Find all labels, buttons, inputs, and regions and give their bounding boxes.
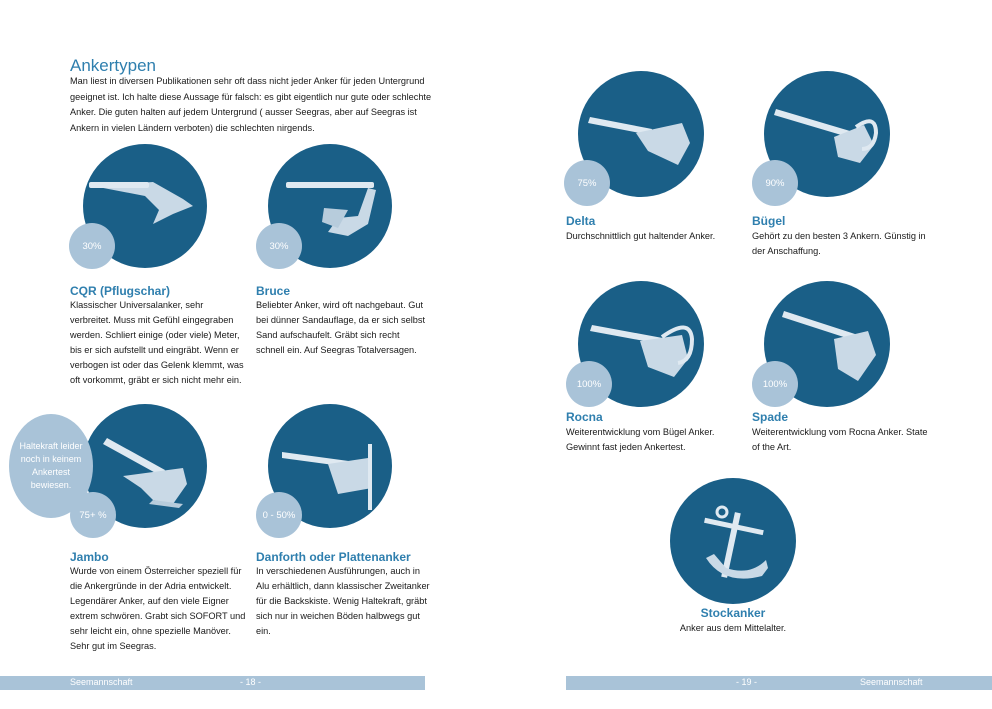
anchor-description-bruce: Beliebter Anker, wird oft nachgebaut. Gut bei dünner Sandauflage, da er sich selbst Sand aufschaufelt. Gräbt sich recht schnell ein. Auf Seegras Totalversagen. — [256, 300, 426, 355]
anchor-description-cqr: Klassischer Universalanker, sehr verbreitet. Muss mit Gefühl eingegraben werden. Schliert einige (oder viele) Meter, bis er sich aufstellt und eingräbt. Wenn er verbogen ist oder das Gelenk klemmt, was oft vorkommt, gräbt er sich nicht mehr ein. — [70, 300, 244, 385]
footer-section-left: Seemannschaft — [70, 677, 133, 687]
anchor-name-delta: Delta — [566, 214, 596, 228]
rating-badge-buegel: 90% — [752, 160, 798, 206]
intro-paragraph: Man liest in diversen Publikationen sehr oft dass nicht jeder Anker für jeden Untergrund geeignet ist. Ich halte diese Aussage für falsch: es gibt eigentlich nur gute oder schlechte Anker. Die guten halten auf jedem Untergrund ( ausser Seegras, aber auf Seegras ist Ankern in vielen Ländern verboten) die schlechten nirgends. — [70, 76, 432, 133]
footer-section-right: Seemannschaft — [860, 677, 923, 687]
anchor-name-rocna: Rocna — [566, 410, 603, 424]
anchor-name-jambo: Jambo — [70, 550, 109, 564]
anchor-description-jambo: Wurde von einem Österreicher speziell für die Ankergründe in der Adria entwickelt. Legendärer Anker, auf den viele Eigner extrem schwören. Grabt sich SOFORT und sehr leicht ein, ohne spezielle Manöver. Sehr gut im Seegras. — [70, 566, 246, 651]
anchor-description-buegel: Gehört zu den besten 3 Ankern. Günstig in der Anschaffung. — [752, 231, 926, 256]
rating-badge-danforth: 0 - 50% — [256, 492, 302, 538]
stock-anchor-icon — [670, 478, 796, 604]
anchor-name-danforth: Danforth oder Plattenanker — [256, 550, 411, 564]
rating-badge-delta: 75% — [564, 160, 610, 206]
anchor-description-stockanker: Anker aus dem Mittelalter. — [679, 623, 787, 633]
anchor-description-delta: Durchschnittlich gut haltender Anker. — [566, 231, 716, 241]
footer-bar-right — [566, 676, 992, 690]
rating-badge-spade: 100% — [752, 361, 798, 407]
anchor-description-rocna: Weiterentwicklung vom Bügel Anker. Gewinnt fast jeden Ankertest. — [566, 427, 715, 452]
page-number-right: - 19 - — [736, 677, 758, 687]
footer-bar-left — [0, 676, 425, 690]
holding-note-badge: Haltekraft leider noch in keinem Ankertest bewiesen. — [9, 414, 93, 518]
rating-badge-jambo: 75+ % — [70, 492, 116, 538]
page-number-left: - 18 - — [240, 677, 262, 687]
anchor-name-spade: Spade — [752, 410, 789, 424]
anchor-name-stockanker: Stockanker — [700, 606, 766, 620]
anchor-name-bruce: Bruce — [256, 284, 291, 298]
rating-badge-rocna: 100% — [566, 361, 612, 407]
anchor-description-danforth: In verschiedenen Ausführungen, auch in Alu erhältlich, dann klassischer Zweitanker für die Backskiste. Wenig Haltekraft, gräbt sich nur in weichen Böden halbwegs gut ein. — [256, 566, 430, 636]
anchor-description-spade: Weiterentwicklung vom Rocna Anker. State of the Art. — [752, 427, 928, 452]
anchor-name-cqr: CQR (Pflugschar) — [70, 284, 171, 298]
rating-badge-cqr: 30% — [69, 223, 115, 269]
page-title: Ankertypen — [70, 56, 156, 75]
rating-badge-bruce: 30% — [256, 223, 302, 269]
anchor-name-buegel: Bügel — [752, 214, 786, 228]
